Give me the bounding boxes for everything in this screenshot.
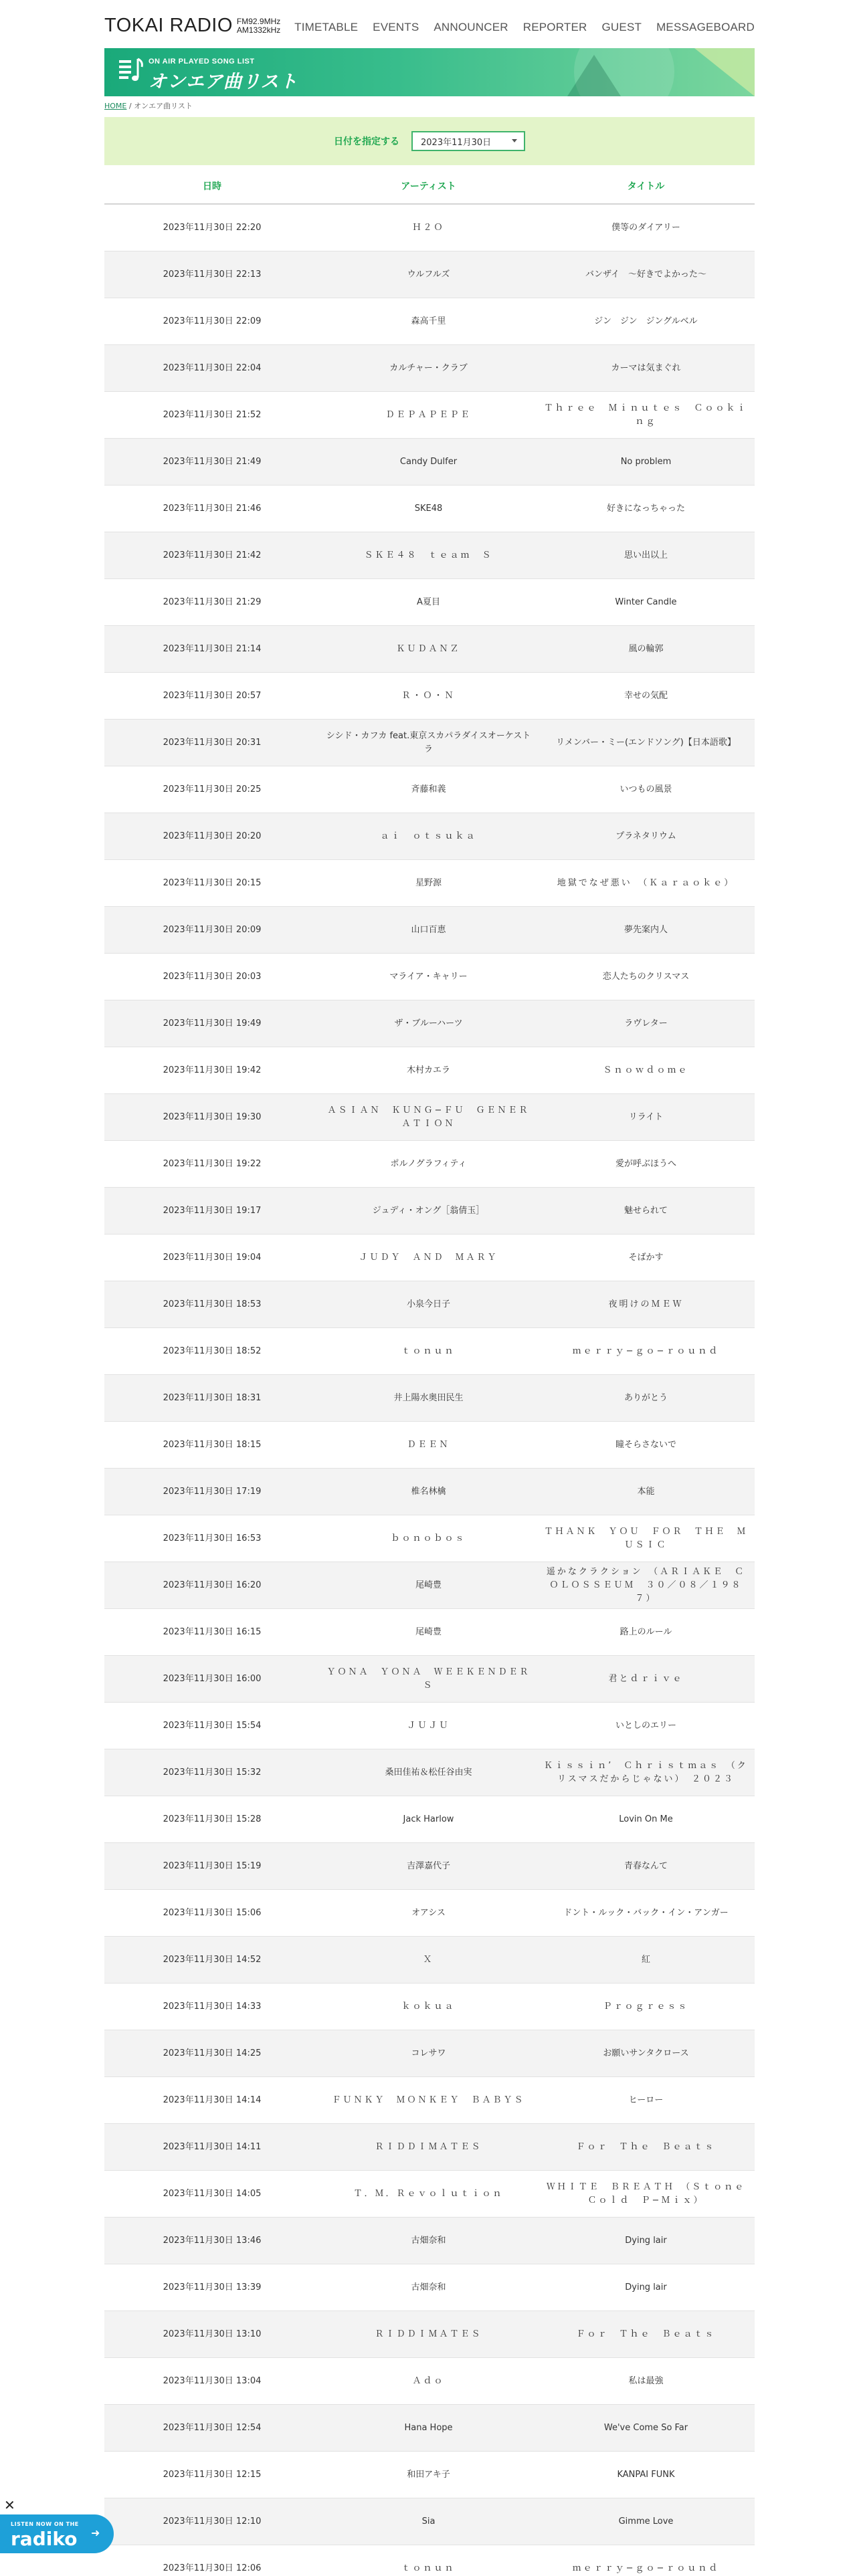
row-title: 路上のルール	[619, 1626, 672, 1637]
site-logo[interactable]	[104, 15, 280, 37]
row-datetime: 2023年11月30日 22:04	[163, 362, 262, 373]
row-title: リメンバー・ミー(エンドソング)【日本語歌】	[556, 737, 736, 748]
table-row	[104, 860, 755, 907]
row-title: ドント・ルック・バック・イン・アンガー	[563, 1907, 729, 1918]
row-title: ｍｅｒｒｙ−ｇｏ−ｒｏｕｎｄ	[572, 2563, 720, 2573]
radiko-banner[interactable]	[0, 2514, 114, 2553]
banner-decoration-corner	[694, 48, 755, 96]
row-artist: 井上陽水奥田民生	[393, 1392, 464, 1403]
table-row	[104, 392, 755, 439]
row-title: いとしのエリー	[615, 1720, 676, 1731]
row-datetime: 2023年11月30日 13:04	[163, 2375, 262, 2386]
row-title: 恋人たちのクリスマス	[602, 971, 690, 982]
row-title: 好きになっちゃった	[606, 503, 685, 514]
close-icon[interactable]: ✕	[4, 2497, 15, 2513]
table-row	[104, 1749, 755, 1796]
row-datetime: 2023年11月30日 20:15	[163, 877, 262, 888]
row-datetime: 2023年11月30日 18:15	[163, 1439, 262, 1450]
table-row	[104, 2405, 755, 2452]
row-datetime: 2023年11月30日 19:04	[163, 1252, 262, 1263]
row-artist: Sia	[421, 2516, 436, 2527]
row-artist: 小泉今日子	[406, 1299, 450, 1309]
table-row	[104, 2124, 755, 2171]
row-artist: Ｘ	[423, 1954, 434, 1965]
row-datetime: 2023年11月30日 19:30	[163, 1111, 262, 1122]
row-title: 思い出以上	[624, 550, 668, 560]
row-artist: ｋｏｋｕａ	[401, 2001, 456, 2012]
row-datetime: 2023年11月30日 15:28	[163, 1814, 262, 1824]
logo-fm: FM92.9MHz	[236, 16, 281, 26]
row-title: KANPAI FUNK	[617, 2469, 675, 2480]
row-title: プラネタリウム	[615, 831, 676, 841]
row-artist: ジュディ・オング［翁倩玉］	[372, 1205, 485, 1216]
breadcrumb-current: オンエア曲リスト	[134, 102, 193, 110]
table-row	[104, 1843, 755, 1890]
row-datetime: 2023年11月30日 21:49	[163, 456, 262, 467]
row-title: ラヴレター	[624, 1018, 668, 1029]
row-datetime: 2023年11月30日 20:09	[163, 924, 262, 935]
row-datetime: 2023年11月30日 19:49	[163, 1018, 262, 1029]
row-artist: シシド・カフカ feat.東京スカパラダイスオーケストラ	[326, 730, 531, 754]
row-artist: ザ・ブルーハーツ	[394, 1018, 463, 1029]
nav-timetable[interactable]: TIMETABLE	[294, 21, 359, 33]
row-title: ありがとう	[624, 1392, 668, 1403]
radiko-logo: radiko	[11, 2528, 78, 2550]
banner-subtitle: ON AIR PLAYED SONG LIST	[149, 58, 255, 66]
row-artist: ウルフルズ	[407, 269, 450, 280]
row-datetime: 2023年11月30日 14:52	[163, 1954, 262, 1965]
row-artist: ポルノグラフィティ	[390, 1158, 467, 1169]
row-title: 地獄でなぜ悪い （Ｋａｒａｏｋｅ）	[557, 877, 735, 888]
row-title: バンザイ ～好きでよかった～	[585, 269, 707, 280]
row-title: リライト	[628, 1111, 664, 1122]
row-datetime: 2023年11月30日 20:57	[163, 690, 262, 701]
table-row	[104, 720, 755, 766]
table-row	[104, 251, 755, 298]
row-title: ｍｅｒｒｙ−ｇｏ−ｒｏｕｎｄ	[572, 1346, 720, 1356]
table-row	[104, 1609, 755, 1656]
row-title: 遥かなクラクション （ＡＲＩＡＫＥ ＣＯＬＯＳＳＥＵＭ ３０／０８／１９８７）	[546, 1566, 746, 1604]
row-title: Ｔｈｒｅｅ Ｍｉｎｕｔｅｓ Ｃｏｏｋｉｎｇ	[544, 403, 748, 427]
row-title: Ｓｎｏｗｄｏｍｅ	[603, 1065, 689, 1075]
row-title: ジン ジン ジングルベル	[594, 316, 698, 326]
row-artist: 古畑奈和	[411, 2235, 446, 2246]
table-row	[104, 2358, 755, 2405]
row-artist: 尾崎豊	[415, 1580, 442, 1590]
row-datetime: 2023年11月30日 15:32	[163, 1767, 262, 1778]
row-artist: Jack Harlow	[403, 1814, 454, 1824]
row-title: ヒーロー	[628, 2095, 664, 2105]
row-datetime: 2023年11月30日 14:05	[163, 2188, 262, 2199]
music-list-icon	[118, 56, 145, 87]
row-datetime: 2023年11月30日 21:46	[163, 503, 262, 514]
table-row	[104, 1515, 755, 1562]
row-datetime: 2023年11月30日 16:15	[163, 1626, 262, 1637]
header-title: タイトル	[627, 181, 665, 192]
table-row	[104, 2171, 755, 2218]
site-header	[104, 0, 755, 48]
row-artist: ＳＫＥ４８ ｔｅａｍ Ｓ	[364, 550, 493, 560]
table-row	[104, 2264, 755, 2311]
nav-messageboard[interactable]: MESSAGEBOARD	[656, 21, 755, 33]
row-datetime: 2023年11月30日 18:31	[163, 1392, 262, 1403]
row-datetime: 2023年11月30日 20:20	[163, 831, 262, 841]
table-row	[104, 532, 755, 579]
table-row	[104, 1328, 755, 1375]
logo-frequency	[237, 17, 280, 35]
row-artist: Ｔ．Ｍ．Ｒｅｖｏｌｕｔｉｏｎ	[353, 2188, 504, 2199]
row-datetime: 2023年11月30日 16:53	[163, 1533, 262, 1543]
table-row	[104, 1656, 755, 1703]
row-artist: Hana Hope	[404, 2422, 453, 2433]
table-row	[104, 439, 755, 486]
row-datetime: 2023年11月30日 22:09	[163, 316, 262, 326]
row-datetime: 2023年11月30日 21:29	[163, 597, 262, 607]
table-row	[104, 1562, 755, 1609]
banner-decoration-triangle	[567, 55, 621, 96]
date-select[interactable]	[411, 131, 525, 151]
row-datetime: 2023年11月30日 20:25	[163, 784, 262, 794]
table-row	[104, 1235, 755, 1281]
row-title: 夜明けのＭＥＷ	[608, 1299, 684, 1309]
row-datetime: 2023年11月30日 14:14	[163, 2095, 262, 2105]
date-filter	[104, 117, 755, 165]
row-datetime: 2023年11月30日 14:33	[163, 2001, 262, 2012]
table-row	[104, 1983, 755, 2030]
row-artist: 吉澤嘉代子	[406, 1860, 450, 1871]
table-row	[104, 1469, 755, 1515]
table-row	[104, 907, 755, 954]
table-row	[104, 486, 755, 532]
row-title: 僕等のダイアリー	[611, 222, 680, 233]
row-datetime: 2023年11月30日 16:00	[163, 1673, 262, 1684]
breadcrumb-separator: /	[128, 102, 132, 110]
row-artist: 桑田佳祐＆松任谷由実	[385, 1767, 472, 1778]
header-artist: アーティスト	[401, 181, 456, 192]
row-datetime: 2023年11月30日 18:53	[163, 1299, 262, 1309]
table-row	[104, 2498, 755, 2545]
table-row	[104, 1188, 755, 1235]
row-artist: ＪＵＪＵ	[407, 1720, 450, 1731]
row-title: お願いサンタクロース	[603, 2048, 689, 2058]
row-artist: オアシス	[411, 1907, 446, 1918]
row-datetime: 2023年11月30日 13:10	[163, 2329, 262, 2339]
row-title: カーマは気まぐれ	[611, 362, 681, 373]
row-artist: ＤＥＰＡＰＥＰＥ	[385, 409, 472, 420]
row-artist: A夏目	[417, 597, 440, 607]
chevron-down-icon	[512, 139, 517, 142]
row-title: 夢先案内人	[624, 924, 668, 935]
row-datetime: 2023年11月30日 19:22	[163, 1158, 262, 1169]
nav-guest[interactable]: GUEST	[601, 21, 642, 33]
row-artist: マライア・キャリー	[389, 971, 468, 982]
row-datetime: 2023年11月30日 21:42	[163, 550, 262, 560]
row-title: ＷＨＩＴＥ ＢＲＥＡＴＨ （Ｓｔｏｎｅ Ｃｏｌｄ Ｐ−Ｍｉｘ）	[546, 2181, 757, 2206]
table-header	[104, 168, 755, 205]
row-datetime: 2023年11月30日 20:31	[163, 737, 262, 748]
row-artist: Ｈ２Ｏ	[412, 222, 445, 233]
table-row	[104, 579, 755, 626]
row-datetime: 2023年11月30日 15:19	[163, 1860, 262, 1871]
row-title: 私は最強	[628, 2375, 664, 2386]
table-row	[104, 298, 755, 345]
row-artist: Ａｄｏ	[412, 2375, 445, 2386]
row-title: 紅	[641, 1954, 650, 1965]
row-artist: ＹＯＮＡ ＹＯＮＡ ＷＥＥＫＥＮＤＥＲＳ	[326, 1667, 531, 1691]
row-datetime: 2023年11月30日 12:06	[163, 2563, 262, 2573]
row-datetime: 2023年11月30日 13:46	[163, 2235, 262, 2246]
row-title: 愛が呼ぶほうへ	[615, 1158, 676, 1169]
row-datetime: 2023年11月30日 22:13	[163, 269, 262, 280]
row-artist: 尾崎豊	[415, 1626, 442, 1637]
breadcrumb	[104, 100, 193, 111]
row-title: No problem	[620, 456, 672, 467]
row-artist: 和田アキ子	[407, 2469, 450, 2480]
row-artist: ＲＩＤＤＩＭＡＴＥＳ	[375, 2141, 482, 2152]
row-datetime: 2023年11月30日 19:42	[163, 1065, 262, 1075]
row-datetime: 2023年11月30日 20:03	[163, 971, 262, 982]
logo-am: AM1332kHz	[236, 25, 281, 35]
table-row	[104, 2545, 755, 2576]
row-artist: カルチャー・クラブ	[389, 362, 468, 373]
row-datetime: 2023年11月30日 12:54	[163, 2422, 262, 2433]
table-row	[104, 2452, 755, 2498]
row-artist: 星野源	[415, 877, 442, 888]
main-nav	[294, 21, 755, 34]
row-title: 本能	[637, 1486, 655, 1497]
row-title: Ｋｉｓｓｉｎ’ Ｃｈｒｉｓｔｍａｓ （クリスマスだからじゃない） ２０２３	[544, 1760, 748, 1784]
logo-text: TOKAI RADIO	[104, 15, 233, 36]
row-title: 青春なんて	[624, 1860, 668, 1871]
row-title: 君とｄｒｉｖｅ	[608, 1673, 684, 1684]
table-row	[104, 1047, 755, 1094]
row-title: 幸せの気配	[624, 690, 668, 701]
breadcrumb-home[interactable]: HOME	[104, 102, 127, 110]
row-artist: ＡＳＩＡＮ ＫＵＮＧ−ＦＵ ＧＥＮＥＲＡＴＩＯＮ	[327, 1105, 530, 1129]
row-datetime: 2023年11月30日 12:10	[163, 2516, 262, 2527]
row-datetime: 2023年11月30日 19:17	[163, 1205, 262, 1216]
row-artist: ａｉ ｏｔｓｕｋａ	[380, 831, 477, 841]
table-row	[104, 2030, 755, 2077]
row-datetime: 2023年11月30日 21:52	[163, 409, 262, 420]
header-datetime: 日時	[203, 181, 221, 192]
table-row	[104, 2077, 755, 2124]
row-datetime: 2023年11月30日 16:20	[163, 1580, 262, 1590]
row-title: We've Come So Far	[603, 2422, 688, 2433]
table-row	[104, 1000, 755, 1047]
row-artist: SKE48	[414, 503, 443, 514]
table-row	[104, 626, 755, 673]
page-banner	[104, 48, 755, 96]
table-row	[104, 1281, 755, 1328]
arrow-right-icon: ➜	[91, 2527, 100, 2539]
row-artist: 木村カエラ	[406, 1065, 450, 1075]
row-artist: ＫＵＤＡＮＺ	[396, 643, 461, 654]
table-row	[104, 1375, 755, 1422]
table-row	[104, 2218, 755, 2264]
table-row	[104, 954, 755, 1000]
row-title: Dying lair	[625, 2235, 667, 2246]
table-row	[104, 1094, 755, 1141]
table-row	[104, 1796, 755, 1843]
row-datetime: 2023年11月30日 15:54	[163, 1720, 262, 1731]
row-datetime: 2023年11月30日 13:39	[163, 2282, 262, 2292]
table-row	[104, 345, 755, 392]
table-row	[104, 1141, 755, 1188]
table-row	[104, 205, 755, 251]
row-artist: ＪＵＤＹ ＡＮＤ ＭＡＲＹ	[359, 1252, 498, 1263]
row-title: Winter Candle	[615, 597, 677, 607]
table-row	[104, 813, 755, 860]
nav-reporter[interactable]: REPORTER	[522, 21, 587, 33]
row-datetime: 2023年11月30日 14:11	[163, 2141, 262, 2152]
row-title: ＴＨＡＮＫ ＹＯＵ ＦＯＲ ＴＨＥ ＭＵＳＩＣ	[544, 1526, 748, 1550]
date-select-value: 2023年11月30日	[421, 137, 492, 148]
row-title: Dying lair	[625, 2282, 667, 2292]
row-artist: ＲＩＤＤＩＭＡＴＥＳ	[375, 2329, 482, 2339]
table-row	[104, 2311, 755, 2358]
nav-events[interactable]: EVENTS	[373, 21, 419, 33]
row-artist: 古畑奈和	[411, 2282, 446, 2292]
row-title: Ｆｏｒ Ｔｈｅ Ｂｅａｔｓ	[576, 2329, 716, 2339]
row-artist: コレサワ	[411, 2048, 446, 2058]
row-title: 瞳そらさないで	[615, 1439, 676, 1450]
row-artist: ＦＵＮＫＹ ＭＯＮＫＥＹ ＢＡＢＹＳ	[332, 2095, 525, 2105]
row-datetime: 2023年11月30日 15:06	[163, 1907, 262, 1918]
row-title: Gimme Love	[618, 2516, 674, 2527]
table-row	[104, 673, 755, 720]
row-datetime: 2023年11月30日 14:25	[163, 2048, 262, 2058]
table-row	[104, 766, 755, 813]
row-artist: Ｒ・Ｏ・Ｎ	[401, 690, 456, 701]
row-artist: ｂｏｎｏｂｏｓ	[391, 1533, 466, 1543]
row-artist: ＤＥＥＮ	[407, 1439, 450, 1450]
song-list-table	[104, 168, 755, 2576]
radiko-listen-text: LISTEN NOW ON THE	[11, 2521, 79, 2527]
row-datetime: 2023年11月30日 17:19	[163, 1486, 262, 1497]
row-title: Ｆｏｒ Ｔｈｅ Ｂｅａｔｓ	[576, 2141, 716, 2152]
table-row	[104, 1422, 755, 1469]
row-datetime: 2023年11月30日 22:20	[163, 222, 262, 233]
row-title: Ｐｒｏｇｒｅｓｓ	[603, 2001, 689, 2012]
row-artist: 椎名林檎	[411, 1486, 446, 1497]
banner-title: オンエア曲リスト	[149, 72, 298, 92]
row-artist: 山口百恵	[411, 924, 446, 935]
row-artist: ｔｏｎｕｎ	[401, 1346, 456, 1356]
table-row	[104, 1703, 755, 1749]
table-body	[104, 205, 755, 2576]
row-title: 風の輪郭	[628, 643, 664, 654]
nav-announcer[interactable]: ANNOUNCER	[434, 21, 508, 33]
row-artist: 森高千里	[411, 316, 446, 326]
table-row	[104, 1937, 755, 1983]
row-datetime: 2023年11月30日 18:52	[163, 1346, 262, 1356]
date-filter-label: 日付を指定する	[334, 136, 399, 147]
row-title: Lovin On Me	[619, 1814, 673, 1824]
row-title: 魅せられて	[624, 1205, 668, 1216]
table-row	[104, 1890, 755, 1937]
row-artist: Candy Dulfer	[399, 456, 458, 467]
row-title: いつもの風景	[619, 784, 672, 794]
row-title: そばかす	[628, 1252, 664, 1263]
row-artist: ｔｏｎｕｎ	[401, 2563, 456, 2573]
row-datetime: 2023年11月30日 21:14	[163, 643, 262, 654]
page-container	[104, 0, 757, 2573]
row-artist: 斉藤和義	[411, 784, 446, 794]
row-datetime: 2023年11月30日 12:15	[163, 2469, 262, 2480]
